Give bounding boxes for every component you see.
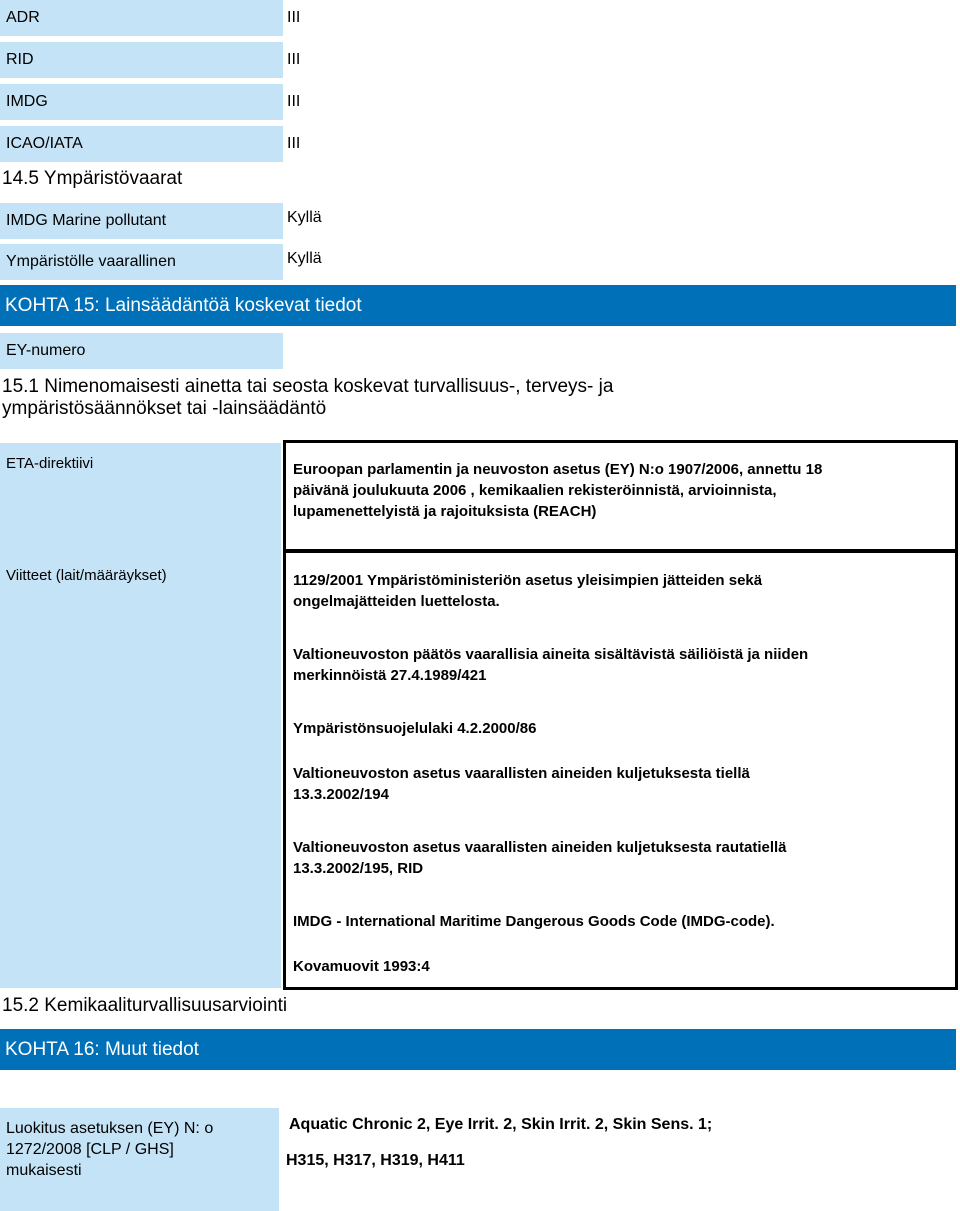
eta-directive-text: Euroopan parlamentin ja neuvoston asetus (EY) N:o 1907/2006, annettu 18 päivänä joulukuuta 2006 , kemikaalien rekisteröinnistä, arvioinnista, lupamenettelyistä ja rajoituksista (REACH) xyxy=(293,461,823,520)
env-heading: 14.5 Ympäristövaarat xyxy=(2,168,183,189)
env-hazardous-label: Ympäristölle vaarallinen xyxy=(0,244,283,280)
section-15-1-heading: 15.1 Nimenomaisesti ainetta tai seosta koskevat turvallisuus-, terveys- ja ympäristösäännökset tai -lainsäädäntö xyxy=(2,376,614,419)
adr-value: III xyxy=(287,9,301,26)
icao-iata-label: ICAO/IATA xyxy=(0,126,283,162)
reference-item: IMDG - International Maritime Dangerous Goods Code (IMDG-code). xyxy=(293,913,775,930)
marine-pollutant-value: Kyllä xyxy=(287,209,322,226)
adr-label: ADR xyxy=(0,0,283,36)
regulation-label-column xyxy=(0,443,281,988)
reference-item: Kovamuovit 1993:4 xyxy=(293,958,430,975)
references-label: Viitteet (lait/määräykset) xyxy=(6,567,167,584)
hazard-statements: H315, H317, H319, H411 xyxy=(286,1152,465,1169)
env-hazardous-value: Kyllä xyxy=(287,250,322,267)
reference-item: Valtioneuvoston asetus vaarallisten aineiden kuljetuksesta tiellä 13.3.2002/194 xyxy=(293,765,750,803)
section-15-2-heading: 15.2 Kemikaaliturvallisuusarviointi xyxy=(2,995,288,1016)
reference-item: 1129/2001 Ympäristöministeriön asetus yleisimpien jätteiden sekä ongelmajätteiden luettelosta. xyxy=(293,572,763,610)
reference-item: Valtioneuvoston päätös vaarallisia aineita sisältävistä säiliöistä ja niiden merkinnöistä 27.4.1989/421 xyxy=(293,646,809,684)
marine-pollutant-label: IMDG Marine pollutant xyxy=(0,203,283,239)
eta-directive-label: ETA-direktiivi xyxy=(6,455,94,472)
imdg-value: III xyxy=(287,93,301,110)
reference-item: Ympäristönsuojelulaki 4.2.2000/86 xyxy=(293,720,537,737)
section-15-title: KOHTA 15: Lainsäädäntöä koskevat tiedot xyxy=(0,285,956,326)
ey-number-label: EY-numero xyxy=(0,333,283,369)
rid-label: RID xyxy=(0,42,283,78)
rid-value: III xyxy=(287,51,301,68)
icao-iata-value: III xyxy=(287,135,301,152)
clp-classification-value: Aquatic Chronic 2, Eye Irrit. 2, Skin Irrit. 2, Skin Sens. 1; xyxy=(289,1116,713,1133)
reference-item: Valtioneuvoston asetus vaarallisten aineiden kuljetuksesta rautatiellä 13.3.2002/195, RID xyxy=(293,839,787,877)
imdg-label: IMDG xyxy=(0,84,283,120)
section-16-title: KOHTA 16: Muut tiedot xyxy=(0,1029,956,1070)
clp-classification-label: Luokitus asetuksen (EY) N: o 1272/2008 [CLP / GHS] mukaisesti xyxy=(0,1108,279,1211)
